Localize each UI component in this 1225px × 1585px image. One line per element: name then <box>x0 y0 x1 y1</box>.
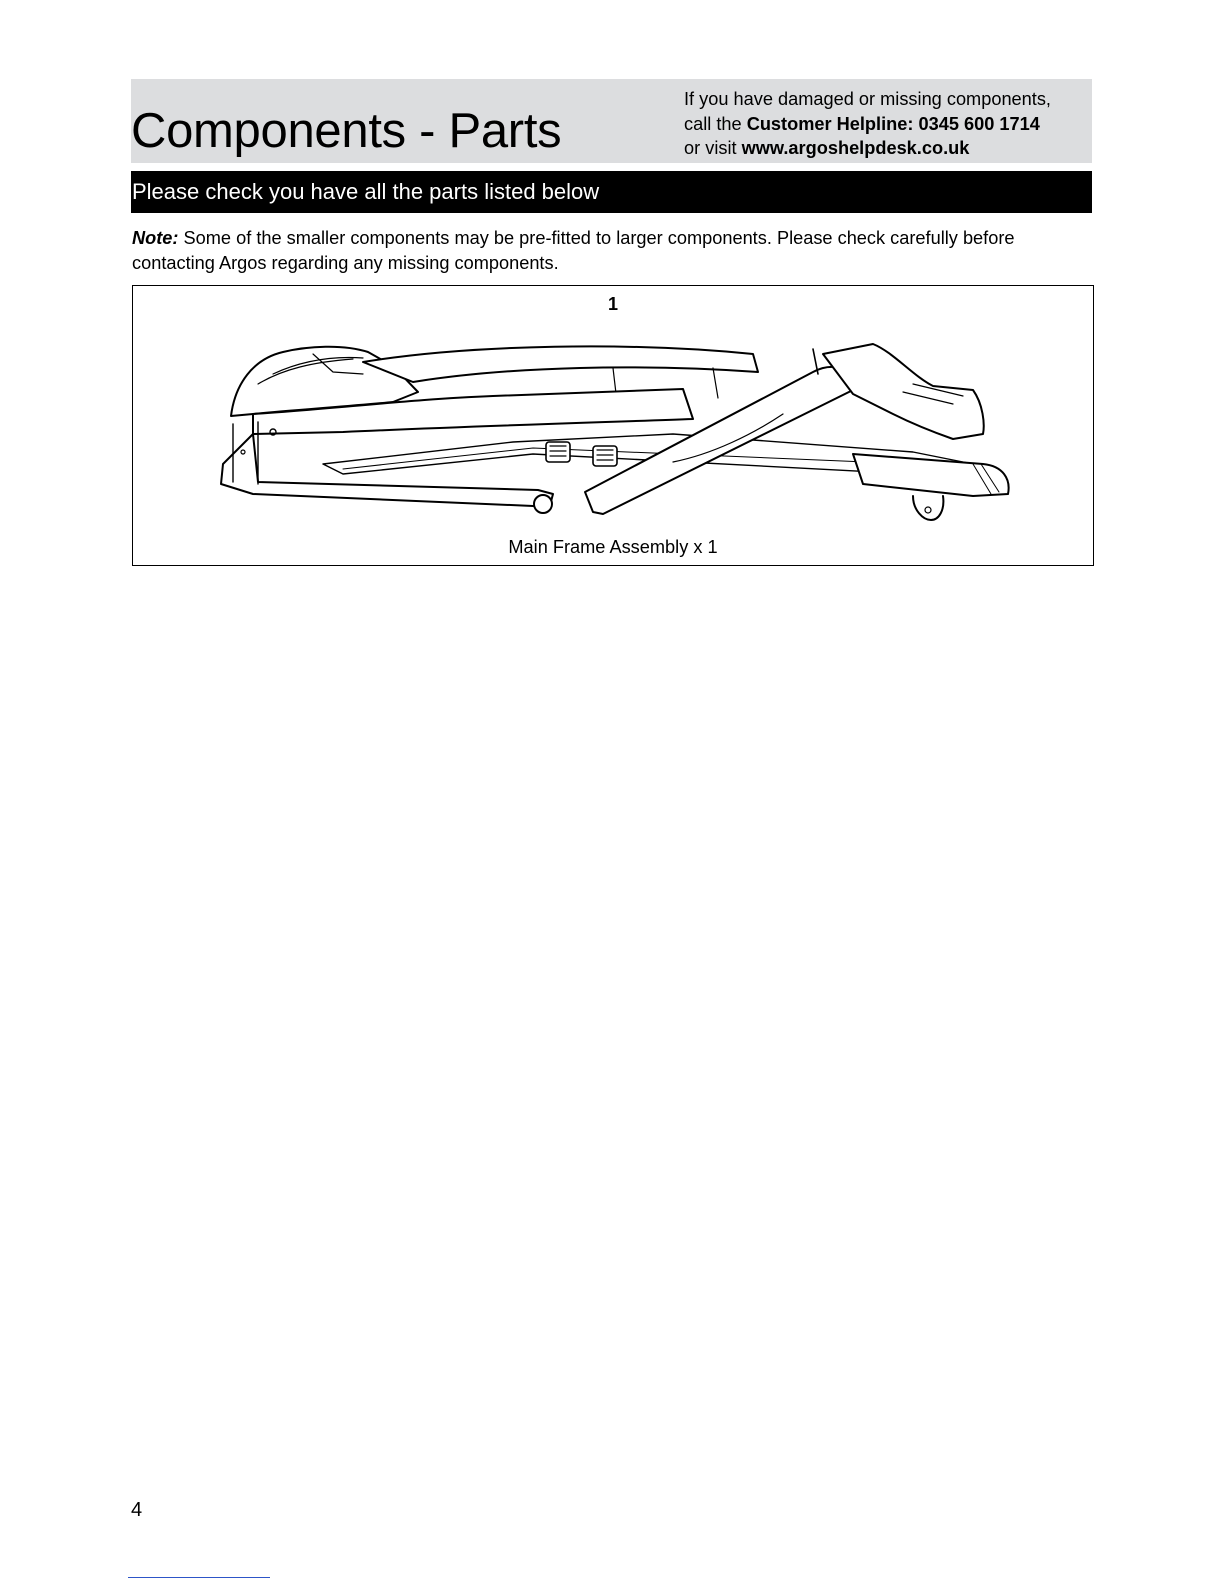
help-line-3-prefix: or visit <box>684 138 742 158</box>
help-line-3 <box>684 136 1088 161</box>
helpdesk-url[interactable]: www.argoshelpdesk.co.uk <box>741 138 970 158</box>
part-number: 1 <box>607 294 618 314</box>
treadmill-main-frame-drawing <box>213 314 1013 524</box>
help-line-1: If you have damaged or missing components, <box>684 89 1051 109</box>
helpline-number: Customer Helpline: 0345 600 1714 <box>746 113 1040 134</box>
note-paragraph <box>132 226 1092 276</box>
help-line-2-prefix: call the <box>684 113 747 134</box>
page-title: Components - Parts <box>131 104 562 158</box>
part-caption: Main Frame Assembly x 1 <box>508 537 718 557</box>
note-text: Some of the smaller components may be pre-fitted to larger components. Please check carefully before contacting Argos regarding any missing components. <box>132 228 1015 273</box>
helpline-info <box>684 87 1088 161</box>
note-label: Note: <box>132 228 179 248</box>
check-parts-banner: Please check you have all the parts listed below <box>131 171 1092 213</box>
part-box-main-frame <box>132 285 1094 566</box>
page-number: 4 <box>131 1499 143 1521</box>
help-line-2 <box>684 112 1088 137</box>
footer-link-underline <box>128 1577 270 1578</box>
